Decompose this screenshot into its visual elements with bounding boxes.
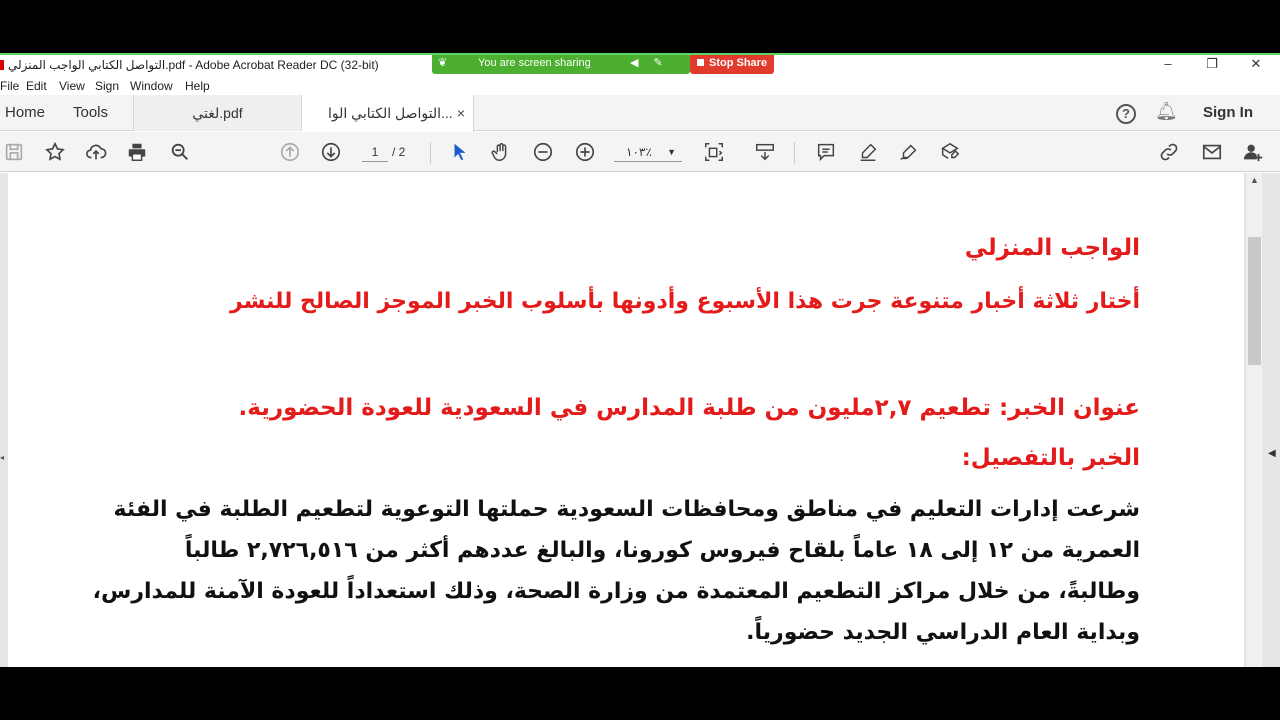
zoom-level: ١٠٣٪ xyxy=(626,145,652,159)
news-details-label: الخبر بالتفصيل: xyxy=(961,445,1140,471)
print-icon[interactable] xyxy=(125,140,149,164)
menu-help[interactable]: Help xyxy=(185,79,210,93)
draw-freehand-icon[interactable] xyxy=(897,140,921,164)
link-share-icon[interactable] xyxy=(1157,140,1181,164)
select-cursor-icon[interactable] xyxy=(448,140,472,164)
page-number-input[interactable]: 1 xyxy=(362,142,388,162)
highlight-pen-icon[interactable] xyxy=(856,140,880,164)
pdf-page xyxy=(8,173,1244,667)
minimize-button[interactable]: – xyxy=(1164,56,1172,71)
right-panel-toggle-icon[interactable]: ◀ xyxy=(1268,448,1276,459)
upload-cloud-icon[interactable] xyxy=(84,140,108,164)
star-icon[interactable] xyxy=(43,140,67,164)
stop-share-button[interactable] xyxy=(690,53,774,74)
menu-file[interactable]: File xyxy=(0,79,20,93)
acrobat-window xyxy=(0,53,1280,667)
document-viewport[interactable] xyxy=(0,173,1280,667)
fit-page-icon[interactable] xyxy=(702,140,726,164)
window-title-text: التواصل الكتابي الواجب المنزلي.pdf - Adobe Acrobat Reader DC (32-bit) xyxy=(8,58,379,72)
stop-share-label: Stop Share xyxy=(709,57,768,69)
doc-heading: الواجب المنزلي xyxy=(964,235,1140,261)
zoom-level-dropdown[interactable] xyxy=(614,142,682,162)
tab-bar xyxy=(0,95,1280,131)
audio-mic-shield-icons: ◀ ✎ ● xyxy=(630,57,669,90)
news-body-line: العمرية من ١٢ إلى ١٨ عاماً بلقاح فيروس كورونا، والبالغ عددهم أكثر من ٢,٧٢٦,٥١٦ طالباً xyxy=(184,538,1140,563)
vertical-scrollbar[interactable] xyxy=(1245,173,1262,667)
close-tab-icon[interactable]: × xyxy=(456,105,465,121)
scrollbar-thumb[interactable] xyxy=(1248,237,1261,365)
next-page-icon[interactable] xyxy=(319,140,343,164)
news-body-line: شرعت إدارات التعليم في مناطق ومحافظات السعودية حملتها التوعوية لتطعيم الطلبة في الفئة xyxy=(113,497,1140,522)
sharing-status: You are screen sharing xyxy=(478,57,591,69)
save-icon[interactable] xyxy=(2,140,26,164)
scroll-up-icon[interactable]: ▲ xyxy=(1250,175,1259,185)
menu-edit[interactable]: Edit xyxy=(26,79,47,93)
add-user-icon[interactable] xyxy=(1241,140,1265,164)
page-total: / 2 xyxy=(392,145,406,159)
hand-tool-icon[interactable] xyxy=(489,140,513,164)
close-window-button[interactable]: ✕ xyxy=(1250,56,1262,71)
news-title: عنوان الخبر: تطعيم ٢,٧مليون من طلبة المدارس في السعودية للعودة الحضورية. xyxy=(238,395,1140,421)
sign-in-button[interactable]: Sign In xyxy=(1203,104,1253,121)
stop-icon xyxy=(697,59,704,66)
comment-icon[interactable] xyxy=(814,140,838,164)
help-icon[interactable]: ? xyxy=(1116,104,1136,124)
left-panel-toggle-icon[interactable]: ◂ xyxy=(0,453,5,462)
zoom-in-icon[interactable] xyxy=(573,140,597,164)
tab-document-title: التواصل الكتابي الوا... xyxy=(328,105,453,121)
restore-button[interactable]: ❐ xyxy=(1206,56,1218,71)
toolbar-separator xyxy=(794,142,795,164)
stamp-sign-icon[interactable] xyxy=(938,140,962,164)
search-icon[interactable] xyxy=(168,140,192,164)
email-icon[interactable] xyxy=(1200,140,1224,164)
tab-tools[interactable]: Tools xyxy=(64,95,134,131)
menu-bar xyxy=(0,75,1280,95)
menu-view[interactable]: View xyxy=(59,79,85,93)
toolbar xyxy=(0,132,1280,172)
previous-page-icon[interactable] xyxy=(278,140,302,164)
scroll-mode-icon[interactable] xyxy=(753,140,777,164)
leaf-icon: ❦ xyxy=(438,57,448,69)
menu-window[interactable]: Window xyxy=(130,79,173,93)
tab-document-lughati[interactable]: لغتي.pdf xyxy=(134,95,302,131)
screen-sharing-bar[interactable] xyxy=(432,53,690,90)
tab-home[interactable]: Home xyxy=(5,104,46,121)
bell-icon[interactable]: 🔔︎ xyxy=(1155,101,1178,121)
news-body-line: وبداية العام الدراسي الجديد حضورياً. xyxy=(746,620,1140,645)
zoom-out-icon[interactable] xyxy=(531,140,555,164)
pdf-icon xyxy=(0,60,4,70)
news-body-line: وطالبةً، من خلال مراكز التطعيم المعتمدة من وزارة الصحة، وذلك استعداداً للعودة الآمنة للمدارس، xyxy=(92,579,1140,604)
chevron-down-icon: ▼ xyxy=(667,147,676,157)
toolbar-separator xyxy=(430,142,431,164)
window-title xyxy=(0,58,379,72)
tab-document-active[interactable] xyxy=(302,95,474,132)
menu-sign[interactable]: Sign xyxy=(95,79,120,93)
doc-task: أختار ثلاثة أخبار متنوعة جرت هذا الأسبوع وأدونها بأسلوب الخبر الموجز الصالح للنشر xyxy=(230,289,1140,314)
